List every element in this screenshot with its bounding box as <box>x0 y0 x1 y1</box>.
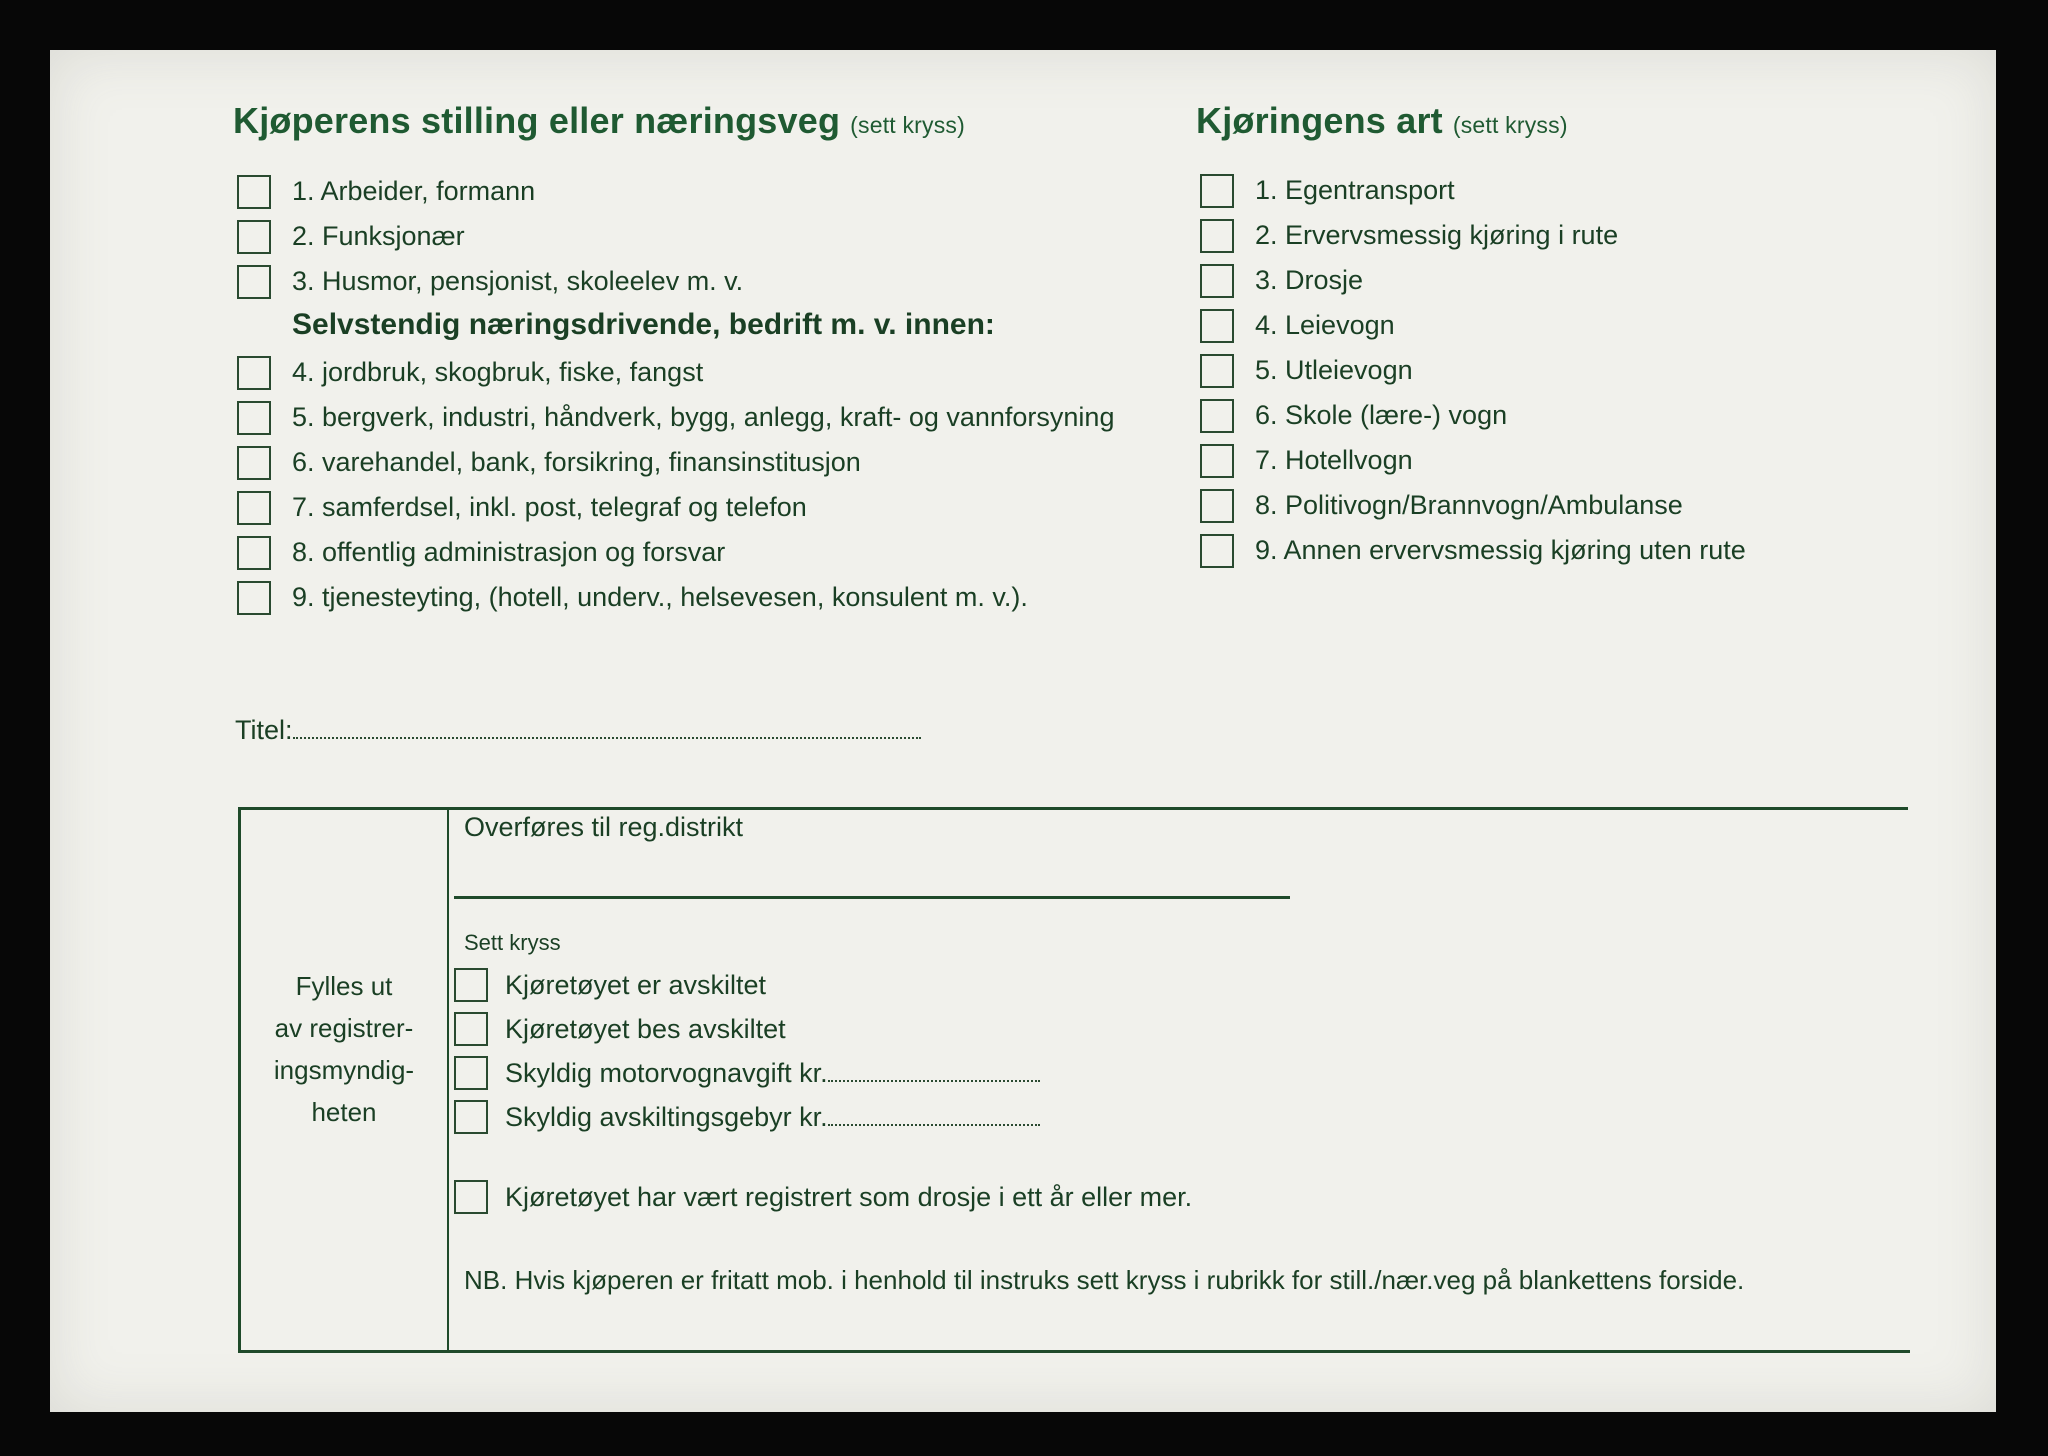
titel-label: Titel: <box>235 715 293 745</box>
transfer-district-input-line[interactable] <box>454 896 1290 899</box>
checkbox-avskiltingsgebyr[interactable] <box>454 1100 488 1134</box>
self-employed-subheading: Selvstendig næringsdrivende, bedrift m. v. innen: <box>292 308 995 341</box>
checkbox-driving-3[interactable] <box>1200 264 1234 298</box>
check-avskiltingsgebyr <box>505 1102 1040 1133</box>
transfer-district-label: Overføres til reg.distrikt <box>464 812 744 842</box>
buyer-occupation-note: (sett kryss) <box>850 112 965 138</box>
check-motorvognavgift-label: Skyldig motorvognavgift kr. <box>505 1058 828 1088</box>
driving-item-3: 3. Drosje <box>1255 265 1364 295</box>
driving-item-8: 8. Politivogn/Brannvogn/Ambulanse <box>1255 490 1683 520</box>
buyer-occupation-title: Kjøperens stilling eller næringsveg <box>233 100 841 141</box>
checkbox-driving-9[interactable] <box>1200 534 1234 568</box>
check-motorvognavgift <box>505 1058 1040 1089</box>
driving-type-note: (sett kryss) <box>1452 112 1568 138</box>
checkbox-driving-6[interactable] <box>1200 399 1234 433</box>
checkbox-driving-2[interactable] <box>1200 219 1234 253</box>
driving-item-6: 6. Skole (lære-) vogn <box>1255 400 1508 430</box>
side-label-line-4: heten <box>311 1097 377 1127</box>
occupation-item-6: 6. varehandel, bank, forsikring, finansinstitusjon <box>292 447 861 477</box>
checkbox-occupation-4[interactable] <box>237 356 271 390</box>
occupation-item-3: 3. Husmor, pensjonist, skoleelev m. v. <box>292 266 744 296</box>
checkbox-bes-avskiltet[interactable] <box>454 1012 488 1046</box>
avskiltingsgebyr-amount-line[interactable] <box>828 1106 1040 1126</box>
checkbox-avskiltet[interactable] <box>454 968 488 1002</box>
form-sheet <box>50 50 1996 1412</box>
driving-type-title: Kjøringens art <box>1196 100 1443 141</box>
occupation-item-7: 7. samferdsel, inkl. post, telegraf og telefon <box>292 492 807 522</box>
driving-item-4: 4. Leievogn <box>1255 310 1395 340</box>
checkbox-occupation-3[interactable] <box>237 265 271 299</box>
checkbox-driving-7[interactable] <box>1200 444 1234 478</box>
driving-item-9: 9. Annen ervervsmessig kjøring uten rute <box>1255 535 1746 565</box>
check-avskiltet-label: Kjøretøyet er avskiltet <box>505 970 767 1000</box>
checkbox-occupation-9[interactable] <box>237 581 271 615</box>
checkbox-motorvognavgift[interactable] <box>454 1056 488 1090</box>
side-label-line-2: av registrer- <box>274 1013 414 1043</box>
side-label-line-3: ingsmyndig- <box>273 1055 415 1085</box>
titel-field[interactable] <box>235 715 921 746</box>
titel-dotted-line <box>293 719 921 739</box>
checkbox-driving-8[interactable] <box>1200 489 1234 523</box>
side-label-line-1: Fylles ut <box>295 971 393 1001</box>
occupation-item-9: 9. tjenesteyting, (hotell, underv., helsevesen, konsulent m. v.). <box>292 582 1028 612</box>
registry-box-bottom-border <box>238 1350 1910 1353</box>
buyer-occupation-heading <box>233 100 965 142</box>
check-drosje-year-label: Kjøretøyet har vært registrert som drosje i ett år eller mer. <box>505 1182 1193 1212</box>
checkbox-drosje-year[interactable] <box>454 1180 488 1214</box>
sett-kryss-label: Sett kryss <box>464 930 561 955</box>
registry-box-top-border <box>238 807 1908 810</box>
occupation-item-1: 1. Arbeider, formann <box>292 176 536 206</box>
motorvognavgift-amount-line[interactable] <box>828 1062 1040 1082</box>
occupation-item-5: 5. bergverk, industri, håndverk, bygg, anlegg, kraft- og vannforsyning <box>292 402 1115 432</box>
driving-item-5: 5. Utleievogn <box>1255 355 1413 385</box>
nb-note: NB. Hvis kjøperen er fritatt mob. i henhold til instruks sett kryss i rubrikk for still./nær.veg på blankettens forside. <box>464 1265 1745 1295</box>
occupation-item-4: 4. jordbruk, skogbruk, fiske, fangst <box>292 357 704 387</box>
driving-item-2: 2. Ervervsmessig kjøring i rute <box>1255 220 1619 250</box>
driving-item-7: 7. Hotellvogn <box>1255 445 1413 475</box>
checkbox-driving-5[interactable] <box>1200 354 1234 388</box>
checkbox-occupation-5[interactable] <box>237 401 271 435</box>
occupation-item-8: 8. offentlig administrasjon og forsvar <box>292 537 726 567</box>
registry-side-label <box>241 965 447 1133</box>
driving-item-1: 1. Egentransport <box>1255 175 1455 205</box>
occupation-item-2: 2. Funksjonær <box>292 221 465 251</box>
check-bes-avskiltet-label: Kjøretøyet bes avskiltet <box>505 1014 786 1044</box>
registry-box-divider <box>447 807 449 1353</box>
checkbox-occupation-8[interactable] <box>237 536 271 570</box>
check-avskiltingsgebyr-label: Skyldig avskiltingsgebyr kr. <box>505 1102 828 1132</box>
checkbox-driving-1[interactable] <box>1200 174 1234 208</box>
checkbox-occupation-7[interactable] <box>237 491 271 525</box>
checkbox-occupation-6[interactable] <box>237 446 271 480</box>
checkbox-occupation-2[interactable] <box>237 220 271 254</box>
checkbox-driving-4[interactable] <box>1200 309 1234 343</box>
driving-type-heading <box>1196 100 1568 142</box>
checkbox-occupation-1[interactable] <box>237 175 271 209</box>
